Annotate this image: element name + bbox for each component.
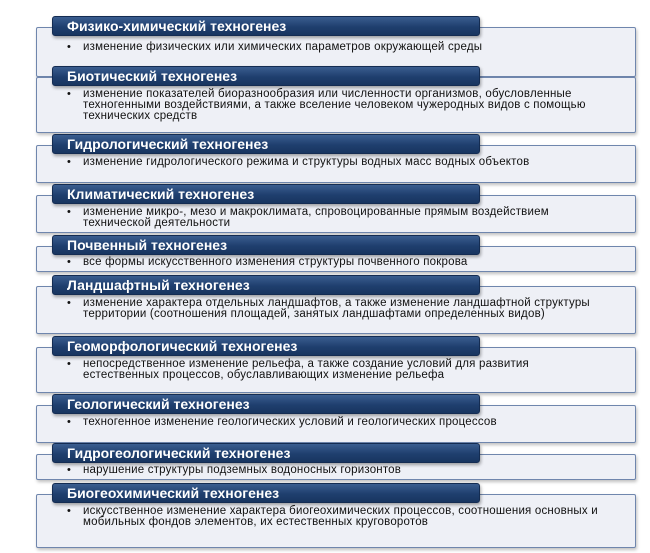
- block-description: изменение гидрологического режима и структуры водных масс водных объектов: [83, 156, 530, 168]
- bullet-marker: •: [67, 358, 71, 370]
- block-header: [52, 235, 480, 255]
- block-description: техногенное изменение геологических условий и геологических процессов: [83, 416, 497, 428]
- bullet-marker: •: [67, 416, 71, 428]
- block-header: [52, 134, 480, 154]
- bullet-marker: •: [67, 297, 71, 309]
- block-title: Гидрогеологический техногенез: [67, 445, 291, 461]
- block-description: искусственное изменение характера биогеохимических процессов, соотношения основных и мобильных фондов элементов, их естественных круговоротов: [83, 505, 598, 528]
- block-header: [52, 443, 480, 463]
- bullet-marker: •: [67, 156, 71, 168]
- block-header: [52, 394, 480, 414]
- block-description: нарушение структуры подземных водоносных горизонтов: [83, 464, 402, 476]
- block-header: [52, 275, 480, 295]
- block-title: Гидрологический техногенез: [67, 136, 269, 152]
- block-description: все формы искусственного изменения структуры почвенного покрова: [83, 256, 468, 268]
- block-title: Ландшафтный техногенез: [67, 277, 250, 293]
- bullet-marker: •: [67, 206, 71, 218]
- bullet-marker: •: [67, 464, 71, 476]
- block-description: изменение микро-, мезо и макроклимата, спровоцированные прямым воздействием технической деятельности: [83, 206, 549, 229]
- bullet-marker: •: [67, 505, 71, 517]
- block-header: [52, 336, 480, 356]
- bullet-marker: •: [67, 256, 71, 268]
- block-title: Биогеохимический техногенез: [67, 485, 280, 501]
- bullet-marker: •: [67, 88, 71, 100]
- block-description: изменение физических или химических параметров окружающей среды: [83, 41, 483, 53]
- block-header: [52, 483, 480, 503]
- block-description: изменение показателей биоразнообразия или численности организмов, обусловленные техногенными воздействиями, а также вселение человеком чужеродных видов с помощью технических средств: [83, 88, 586, 122]
- block-title: Геоморфологический техногенез: [67, 338, 298, 354]
- block-description: непосредственное изменение рельефа, а также создание условий для развития естественных процессов, обуславливающих изменение рельефа: [83, 358, 529, 381]
- block-header: [52, 66, 480, 86]
- bullet-marker: •: [67, 41, 71, 53]
- block-title: Геологический техногенез: [67, 396, 250, 412]
- block-title: Физико-химический техногенез: [67, 18, 287, 34]
- block-title: Биотический техногенез: [67, 68, 238, 84]
- block-description: изменение характера отдельных ландшафтов, а также изменение ландшафтной структуры территории (соотношения площадей, занятых ландшафтами определенных видов): [83, 297, 590, 320]
- block-header: [52, 16, 480, 36]
- block-title: Климатический техногенез: [67, 186, 255, 202]
- block-header: [52, 184, 480, 204]
- block-title: Почвенный техногенез: [67, 237, 228, 253]
